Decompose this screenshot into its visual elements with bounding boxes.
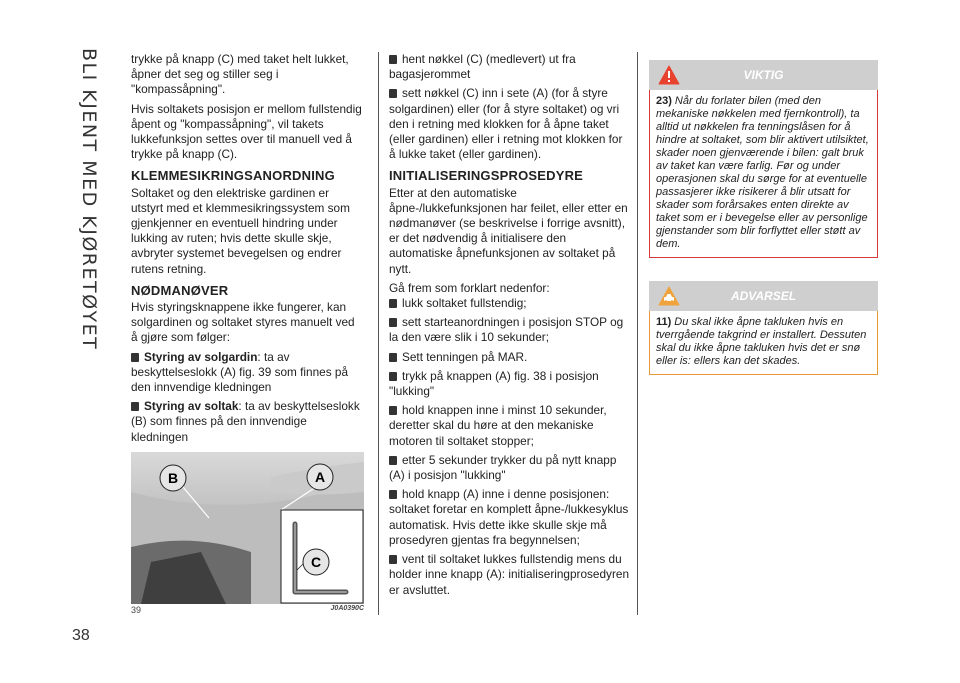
notice-header (649, 281, 878, 311)
bullet-item (389, 453, 630, 483)
bullet-item (389, 315, 630, 345)
bullet-item (389, 296, 630, 311)
paragraph: Hvis styringsknappene ikke fungerer, kan solgardinen og soltaket styres manuelt ved å gjøre som følger: (131, 300, 355, 345)
warning-triangle-icon (658, 65, 680, 85)
important-notice-box (649, 60, 878, 258)
notice-title: ADVARSEL (730, 289, 797, 303)
roof-photo (131, 452, 364, 604)
section-heading: NØDMANØVER (131, 282, 229, 298)
bullet-text: sett nøkkel (C) inn i sete (A) (for å styre solgardinen) eller (for å styre soltaket) og vri den i retning med klokken for å åpne taket (eller gardinen) eller i retning mot klokken for å lukke taket (eller gardinen). (389, 86, 623, 162)
notice-body (649, 90, 878, 258)
bullet-icon (131, 353, 139, 362)
bullet-text: hold knappen inne i minst 10 sekunder, deretter skal du høre at den mekaniske motoren til soltaket stopper; (389, 403, 607, 448)
bullet-icon (131, 402, 139, 411)
bullet-icon (389, 353, 397, 362)
bullet-icon (389, 299, 397, 308)
text-column-1 (131, 52, 364, 445)
bullet-text: Sett tenningen på MAR. (402, 349, 528, 364)
paragraph: Etter at den automatiske åpne-/lukkefunksjonen har feilet, eller etter en nødmanøver (se beskrivelse i forrige avsnitt), er det nødvendig å initialisere den automatiske åpnefunksjonen av soltaket på nytt. (389, 185, 628, 276)
notice-text: Du skal ikke åpne takluken hvis en tverrgående takgrind er installert. Dessuten skal du ikke åpne takluken hvis det er snø eller is: ellers kan det skades. (656, 316, 867, 367)
paragraph: Hvis soltakets posisjon er mellom fullstendig åpent og "kompassåpning", vil takets lukkefunksjon settes over til manuell ved å trykke på knapp (C). (131, 101, 362, 162)
procedure-list (389, 296, 630, 598)
bullet-text: etter 5 sekunder trykker du på nytt knapp (A) i posisjon "lukking" (389, 452, 617, 483)
notice-number: 11) (656, 316, 672, 328)
bullet-strong: Styring av soltak (144, 399, 239, 414)
bullet-text: : ta av beskyttelseslokk (A) fig. 39 som finnes på den innvendige kledningen (131, 349, 349, 395)
bullet-text: sett starteanordningen i posisjon STOP og la den være slik i 10 sekunder; (389, 315, 624, 345)
notice-title: VIKTIG (743, 68, 784, 82)
bullet-icon (389, 555, 397, 564)
notice-number: 23) (656, 95, 672, 107)
figure-code: J0A0390C (330, 605, 364, 612)
figure-label-c: C (310, 554, 322, 570)
notice-text: Når du forlater bilen (med den mekaniske nøkkelen med fjernkontroll), ta alltid ut nøkkelen fra tenningslåsen for å hindre at soltaket, som blir aktivert utilsiktet, skader noen gjenværende i bilen: galt bruk av taket kan være farlig. Før og under operasjonen skal du sørge for at eventuelle passasjerer ikke risikerer å blir utsatt for skader som forårsakes enten direkte av taket som er i bevegelse eller av personlige gjenstander som blir forflyttet eller støtt av dem. (656, 95, 869, 250)
bullet-icon (389, 55, 397, 64)
bullet-item (131, 399, 364, 445)
figure-label-b: B (167, 470, 179, 486)
car-hazard-icon (658, 286, 680, 306)
notice-body (649, 311, 878, 375)
bullet-text: vent til soltaket lukkes fullstendig mens du holder inne knapp (A): initialiseringprosedyren er avsluttet. (389, 552, 630, 597)
bullet-text: trykk på knappen (A) fig. 38 i posisjon "lukking" (389, 368, 599, 399)
warning-notice-box (649, 281, 878, 375)
notice-header (649, 60, 878, 90)
bullet-item (389, 86, 630, 162)
bullet-item (389, 350, 630, 365)
column-divider (378, 52, 379, 615)
bullet-icon (389, 406, 397, 415)
bullet-item (131, 350, 364, 396)
paragraph: Soltaket og den elektriske gardinen er utstyrt med et klemmesikringssystem som gjenkjenner en eventuell hindring under lukking av ruten; hvis dette skulle skje, avbryter systemet bevegelsen og endrer rutens retning. (131, 185, 350, 276)
side-section-title: BLI KJENT MED KJØRETØYET (78, 48, 100, 351)
paragraph: Gå frem som forklart nedenfor: (389, 280, 550, 295)
bullet-item (389, 369, 630, 399)
bullet-text: hent nøkkel (C) (medlevert) ut fra bagasjerommet (389, 52, 576, 82)
bullet-item (389, 552, 630, 598)
bullet-icon (389, 490, 397, 499)
bullet-text: lukk soltaket fullstendig; (402, 296, 527, 311)
bullet-icon (389, 318, 397, 327)
figure-label-a: A (314, 469, 326, 485)
bullet-text: hold knapp (A) inne i denne posisjonen: soltaket foretar en komplett åpne-/lukkesyklus automatisk. Hvis dette ikke skulle skje må prosedyren gjentas fra begynnelsen; (389, 487, 629, 547)
figure-number: 39 (131, 605, 142, 615)
bullet-item (389, 487, 630, 548)
bullet-item (389, 403, 630, 449)
section-heading: KLEMMESIKRINGSANORDNING (131, 168, 335, 184)
bullet-icon (389, 372, 397, 381)
bullet-strong: Styring av solgardin (144, 349, 258, 364)
bullet-item (389, 52, 630, 82)
paragraph: trykke på knapp (C) med taket helt lukket, åpner det seg og stiller seg i "kompassåpning". (131, 52, 349, 97)
bullet-icon (389, 456, 397, 465)
section-heading: INITIALISERINGSPROSEDYRE (389, 168, 584, 184)
text-column-2 (389, 52, 630, 598)
figure-roof-illustration (131, 452, 364, 604)
bullet-icon (389, 89, 397, 98)
page-number: 38 (72, 627, 90, 644)
bullet-text: : ta av beskyttelseslokk (B) som finnes på den innvendige kledningen (131, 399, 360, 444)
column-divider (637, 52, 638, 615)
